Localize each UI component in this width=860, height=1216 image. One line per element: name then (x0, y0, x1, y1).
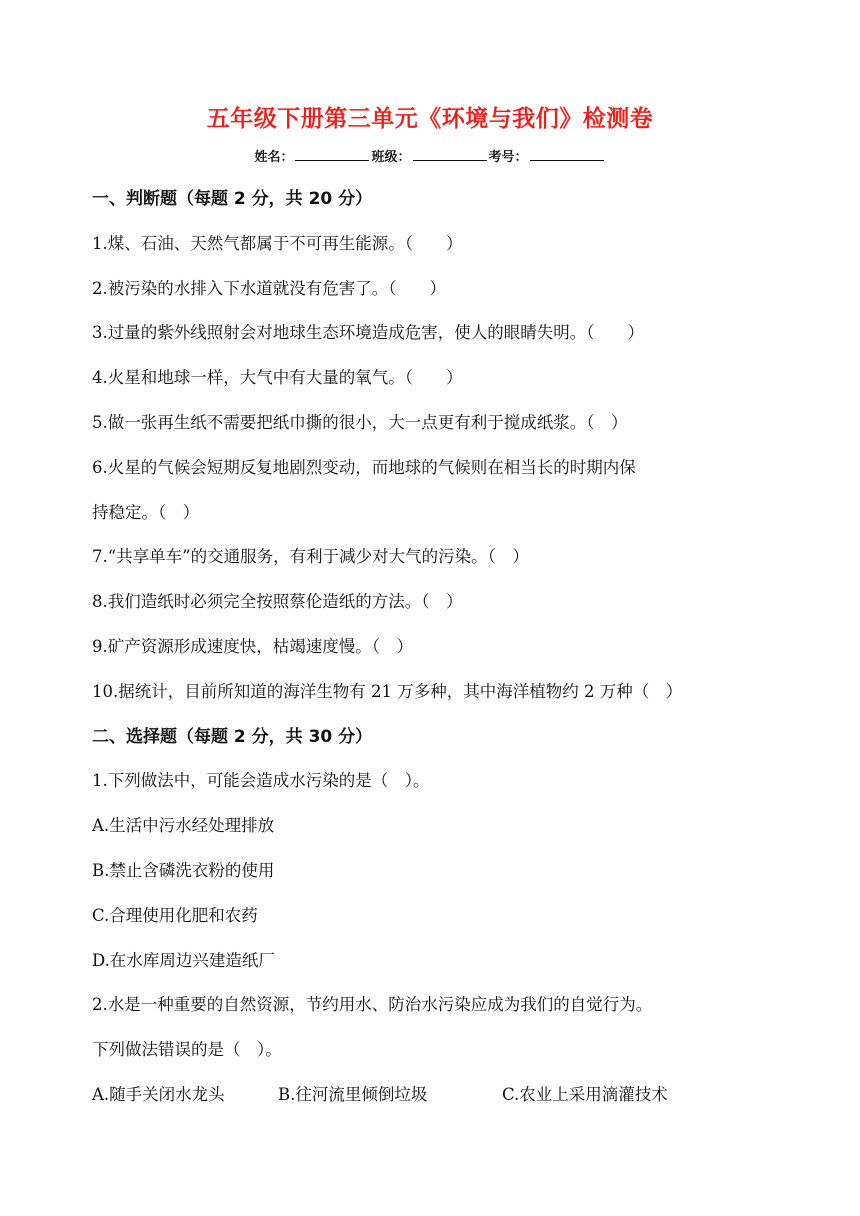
answer-option: A.生活中污水经处理排放 (92, 816, 275, 836)
answer-option: C.农业上采用滴灌技术 (502, 1084, 668, 1104)
question-stem-continued: 下列做法错误的是（ ）。 (92, 1040, 282, 1060)
exam-content (92, 177, 782, 1118)
question-item: 5.做一张再生纸不需要把纸巾撕的很小，大一点更有利于搅成纸浆。（ ） (92, 412, 628, 432)
answer-option: C.合理使用化肥和农药 (92, 905, 258, 925)
question-item: 8.我们造纸时必须完全按照蔡伦造纸的方法。（ ） (92, 592, 463, 612)
question-item: 6.火星的气候会短期反复地剧烈变动，而地球的气候则在相当长的时期内保 (92, 457, 636, 477)
section-heading-true-false: 一、判断题（每题 2 分，共 20 分） (92, 189, 373, 209)
name-blank[interactable] (295, 148, 369, 161)
question-stem: 1.下列做法中，可能会造成水污染的是（ ）。 (92, 771, 430, 791)
answer-option: B.禁止含磷洗衣粉的使用 (92, 860, 275, 880)
question-item: 4.火星和地球一样，大气中有大量的氧气。（ ） (92, 368, 463, 388)
name-label: 姓名： (254, 150, 294, 165)
question-item: 2.被污染的水排入下水道就没有危害了。（ ） (92, 278, 446, 298)
question-item: 9.矿产资源形成速度快，枯竭速度慢。（ ） (92, 636, 413, 656)
exam-no-blank[interactable] (530, 148, 604, 161)
question-item: 10.据统计，目前所知道的海洋生物有 21 万多种，其中海洋植物约 2 万种（ ） (92, 681, 683, 701)
class-blank[interactable] (413, 148, 487, 161)
answer-option: B.往河流里倾倒垃圾 (278, 1084, 428, 1104)
question-item: 1.煤、石油、天然气都属于不可再生能源。（ ） (92, 233, 463, 253)
answer-options-row (92, 1073, 782, 1118)
answer-option: A.随手关闭水龙头 (92, 1084, 225, 1104)
answer-option: D.在水库周边兴建造纸厂 (92, 950, 275, 970)
question-item: 3.过量的紫外线照射会对地球生态环境造成危害，使人的眼睛失明。（ ） (92, 323, 644, 343)
class-label: 班级： (371, 150, 411, 165)
question-item: 7.“共享单车”的交通服务，有利于减少对大气的污染。（ ） (92, 547, 529, 567)
exam-title: 五年级下册第三单元《环境与我们》检测卷 (206, 106, 654, 132)
exam-no-label: 考号： (488, 150, 528, 165)
student-info-row (0, 146, 860, 165)
question-item-continued: 持稳定。（ ） (92, 502, 200, 522)
section-heading-multiple-choice: 二、选择题（每题 2 分，共 30 分） (92, 726, 373, 747)
question-stem: 2.水是一种重要的自然资源，节约用水、防治水污染应成为我们的自觉行为。 (92, 995, 653, 1015)
